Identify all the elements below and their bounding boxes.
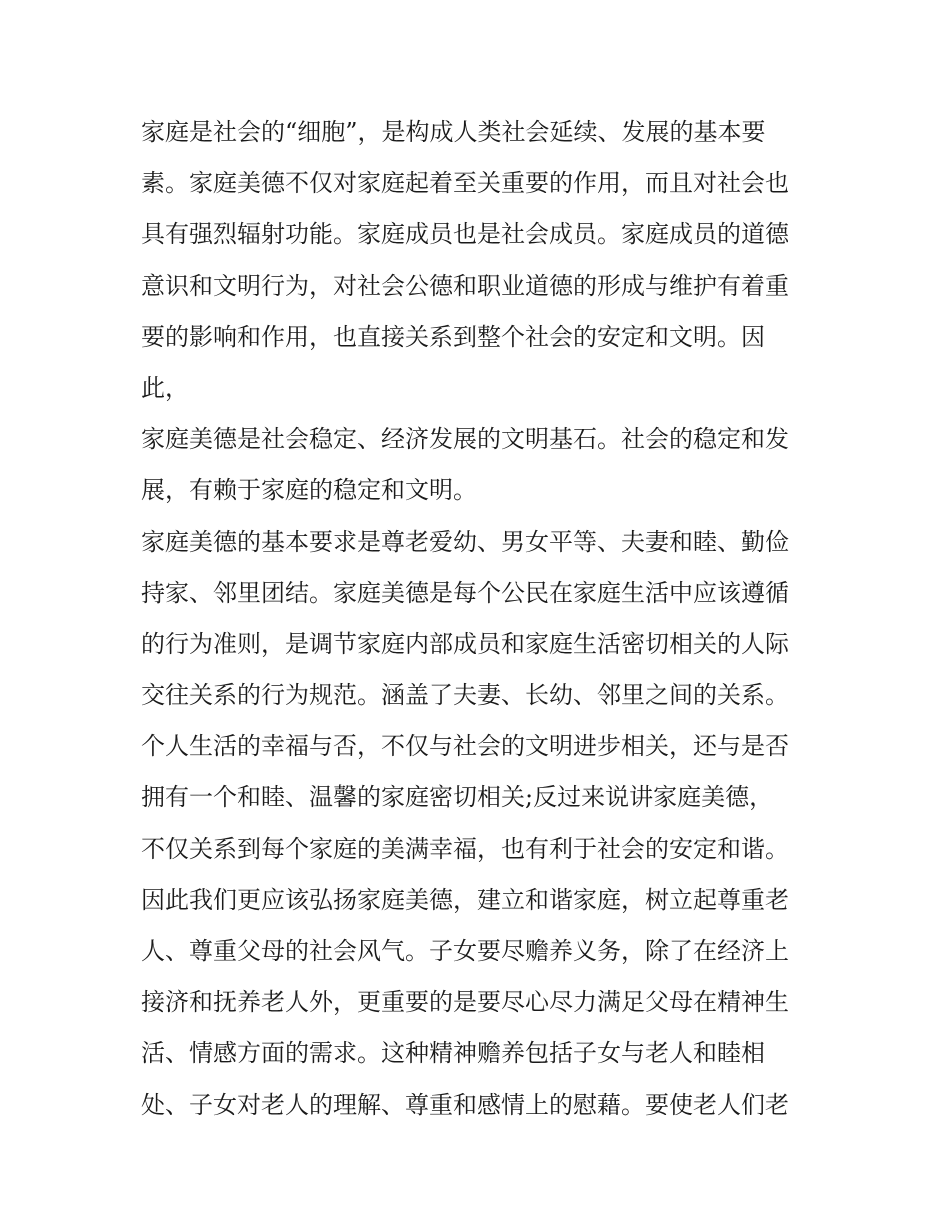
text-line: 家庭美德的基本要求是尊老爱幼、男女平等、夫妻和睦、勤俭 bbox=[141, 527, 789, 556]
body-text bbox=[141, 107, 813, 1131]
text-line: 处、子女对老人的理解、尊重和感情上的慰藉。要使老人们老 bbox=[141, 1090, 789, 1119]
text-line: 意识和文明行为，对社会公德和职业道德的形成与维护有着重 bbox=[141, 271, 789, 300]
text-line: 不仅关系到每个家庭的美满幸福，也有利于社会的安定和谐。 bbox=[141, 834, 789, 863]
text-line: 活、情感方面的需求。这种精神赡养包括子女与老人和睦相 bbox=[141, 1039, 765, 1068]
text-line: 家庭是社会的“细胞”，是构成人类社会延续、发展的基本要 bbox=[141, 118, 766, 146]
text-line: 展，有赖于家庭的稳定和文明。 bbox=[141, 476, 477, 505]
text-line: 具有强烈辐射功能。家庭成员也是社会成员。家庭成员的道德 bbox=[141, 220, 789, 249]
text-line: 此， bbox=[141, 373, 189, 402]
text-line: 要的影响和作用，也直接关系到整个社会的安定和文明。因 bbox=[141, 322, 765, 351]
text-line: 因此我们更应该弘扬家庭美德，建立和谐家庭，树立起尊重老 bbox=[141, 885, 789, 914]
text-line: 交往关系的行为规范。涵盖了夫妻、长幼、邻里之间的关系。 bbox=[141, 681, 789, 710]
text-line: 素。家庭美德不仅对家庭起着至关重要的作用，而且对社会也 bbox=[141, 169, 789, 198]
text-line: 家庭美德是社会稳定、经济发展的文明基石。社会的稳定和发 bbox=[141, 425, 789, 454]
text-line: 拥有一个和睦、温馨的家庭密切相关;反过来说讲家庭美德， bbox=[141, 783, 774, 812]
text-line: 接济和抚养老人外，更重要的是要尽心尽力满足父母在精神生 bbox=[141, 988, 789, 1017]
text-line: 持家、邻里团结。家庭美德是每个公民在家庭生活中应该遵循 bbox=[141, 578, 789, 607]
text-line: 个人生活的幸福与否，不仅与社会的文明进步相关，还与是否 bbox=[141, 732, 789, 761]
text-line: 的行为准则，是调节家庭内部成员和家庭生活密切相关的人际 bbox=[141, 629, 789, 658]
text-line: 人、尊重父母的社会风气。子女要尽赡养义务，除了在经济上 bbox=[141, 937, 789, 965]
